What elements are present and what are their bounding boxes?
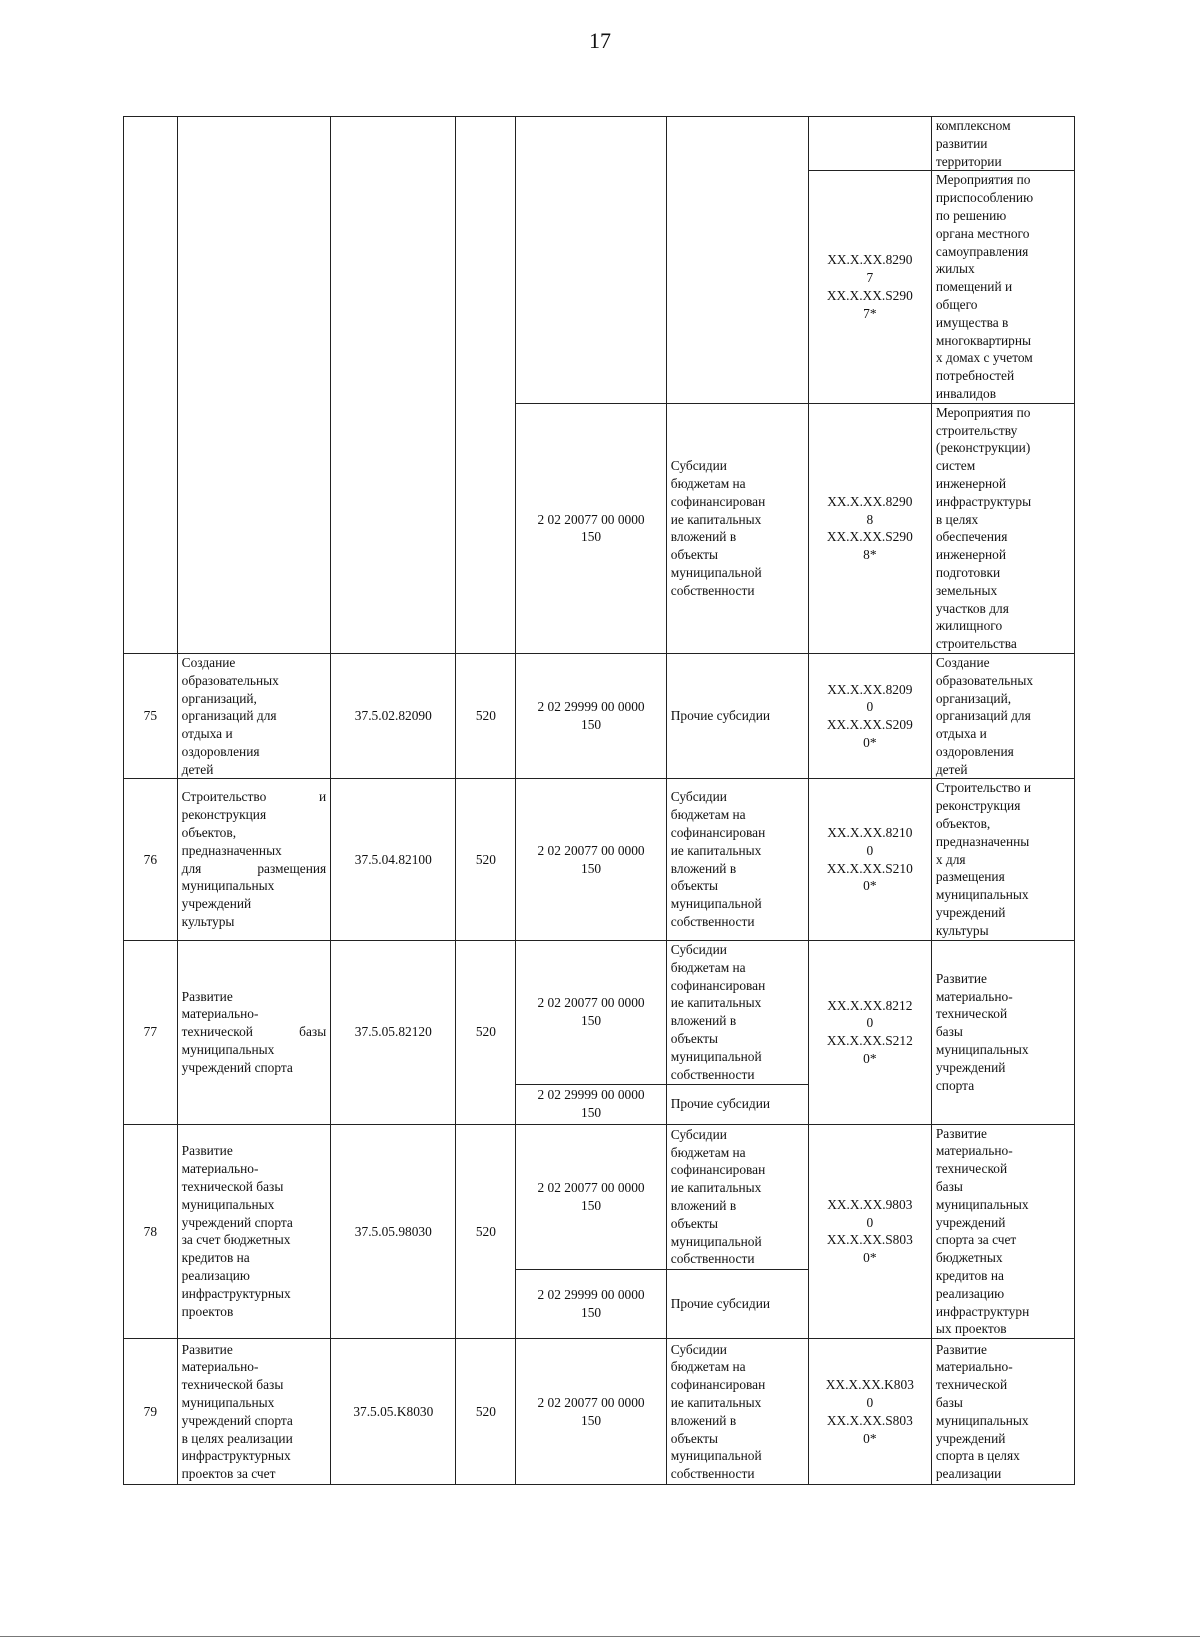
- text-line: XX.X.XX.9803: [827, 1196, 913, 1212]
- row-number-cell: 79: [124, 1339, 178, 1485]
- text-line: самоуправления: [935, 243, 1029, 259]
- text-line: Субсидии: [670, 941, 727, 957]
- text-line: муниципальных: [181, 1394, 275, 1410]
- text-line: 150: [581, 529, 602, 545]
- table-row-76: [124, 779, 1075, 940]
- text-line: оздоровления: [935, 743, 1014, 759]
- text-line: 0: [866, 699, 874, 715]
- text-line: муниципальной: [670, 564, 762, 580]
- text-line: организаций для: [181, 708, 277, 724]
- subsidy-table: [123, 116, 1075, 1485]
- text-line: организаций,: [935, 690, 1012, 706]
- text-line: учреждений: [935, 905, 1006, 921]
- text-line: 0*: [863, 1050, 877, 1066]
- text-line: отдыха и: [935, 726, 987, 742]
- result-name-cell: [931, 117, 1074, 171]
- text-line: базы: [935, 1394, 963, 1410]
- text-line: Развитие: [181, 1143, 233, 1159]
- text-line: 2 02 20077 00 0000: [537, 842, 645, 858]
- text-line: Мероприятия по: [935, 172, 1031, 188]
- text-line: XX.X.XX.S210: [826, 860, 913, 876]
- text-line: 0*: [863, 734, 877, 750]
- expense-type-cell: 520: [456, 1339, 516, 1485]
- activity-name-cell: [177, 1339, 331, 1485]
- text-line: реализации: [935, 1466, 1002, 1482]
- text-line: 8: [866, 511, 874, 527]
- result-code-cell: [808, 653, 931, 779]
- text-line: образовательных: [935, 672, 1034, 688]
- text-line: XX.X.XX.8210: [827, 824, 913, 840]
- text-line: технической: [935, 1161, 1008, 1177]
- income-code-cell: [516, 1270, 666, 1339]
- text-line: Субсидии: [670, 1341, 727, 1357]
- text-line: реконструкция: [181, 807, 267, 823]
- activity-name-cell: [177, 779, 331, 940]
- result-name-cell: [931, 403, 1074, 653]
- text-line: организаций,: [181, 690, 257, 706]
- text-line: собственности: [670, 1066, 755, 1082]
- text-line: Субсидии: [670, 1126, 727, 1142]
- text-line: муниципальных: [935, 1042, 1029, 1058]
- text-line: в целях: [935, 511, 979, 527]
- row-number-cell: 75: [124, 653, 178, 779]
- text-line: спорта: [935, 1077, 975, 1093]
- text-line: реализацию: [935, 1285, 1005, 1301]
- text-line: технической: [935, 1006, 1008, 1022]
- income-code-cell: [516, 940, 666, 1084]
- text-line: объекты: [670, 547, 718, 563]
- result-name-cell: [931, 779, 1074, 940]
- text-line: спорта за счет: [935, 1232, 1017, 1248]
- text-line: размещения: [935, 869, 1005, 885]
- text-line: материально-: [181, 1359, 259, 1375]
- text-line: бюджетам на: [670, 1359, 746, 1375]
- text-line: приспособлению: [935, 190, 1034, 206]
- text-line: Прочие субсидии: [670, 708, 771, 724]
- text-line: XX.X.XX.S209: [826, 717, 913, 733]
- income-code-cell: [516, 117, 666, 404]
- text-line: софинансирован: [670, 493, 766, 509]
- text-line: технической базы: [181, 1024, 327, 1040]
- text-line: предназначенных: [181, 842, 282, 858]
- text-line: 0*: [863, 878, 877, 894]
- text-line: культуры: [935, 922, 989, 938]
- page-number: 17: [589, 28, 611, 53]
- text-line: 150: [581, 1013, 602, 1029]
- text-line: спорта в целях: [935, 1448, 1020, 1464]
- text-line: земельных: [935, 582, 998, 598]
- text-line: софинансирован: [670, 1377, 766, 1393]
- text-line: 8*: [863, 547, 877, 563]
- income-name-cell: [666, 403, 808, 653]
- text-line: кредитов на: [181, 1250, 250, 1266]
- text-line: детей: [181, 761, 214, 777]
- text-line: Развитие: [181, 988, 233, 1004]
- text-line: предназначенны: [935, 833, 1030, 849]
- text-line: развитии: [935, 135, 988, 151]
- text-line: Создание: [935, 654, 990, 670]
- income-name-cell: [666, 1270, 808, 1339]
- text-line: базы: [935, 1024, 963, 1040]
- text-line: софинансирован: [670, 824, 766, 840]
- text-line: х для: [935, 851, 966, 867]
- text-line: Субсидии: [670, 458, 727, 474]
- text-line: 150: [581, 860, 602, 876]
- text-line: 150: [581, 717, 602, 733]
- result-name-cell: [931, 1339, 1074, 1485]
- text-line: Развитие: [935, 1341, 987, 1357]
- text-line: учреждений: [181, 896, 252, 912]
- text-line: инвалидов: [935, 385, 997, 401]
- text-line: обеспечения: [935, 529, 1008, 545]
- text-line: 2 02 20077 00 0000: [537, 511, 645, 527]
- text-line: проектов за счет: [181, 1466, 276, 1482]
- text-line: материально-: [935, 988, 1013, 1004]
- text-line: 150: [581, 1412, 602, 1428]
- text-line: территории: [935, 153, 1002, 169]
- text-line: жилых: [935, 261, 975, 277]
- income-name-cell: [666, 653, 808, 779]
- text-line: собственности: [670, 582, 755, 598]
- text-line: 150: [581, 1105, 602, 1121]
- text-line: инфраструктуры: [935, 493, 1032, 509]
- text-line: 2 02 20077 00 0000: [537, 995, 645, 1011]
- budget-code-cell: 37.5.02.82090: [331, 653, 456, 779]
- text-line: 0: [866, 1394, 874, 1410]
- result-code-cell: [808, 779, 931, 940]
- result-name-cell: [931, 653, 1074, 779]
- text-line: муниципальной: [670, 1048, 762, 1064]
- text-line: инженерной: [935, 475, 1007, 491]
- text-line: учреждений: [935, 1059, 1006, 1075]
- income-name-cell: [666, 779, 808, 940]
- text-line: муниципальных: [935, 887, 1029, 903]
- text-line: реализацию: [181, 1268, 250, 1284]
- scan-edge-line: [0, 1636, 1200, 1637]
- text-line: 2 02 20077 00 0000: [537, 1180, 645, 1196]
- text-line: муниципальных: [935, 1196, 1029, 1212]
- text-line: 2 02 29999 00 0000: [537, 1087, 645, 1103]
- result-code-cell: [808, 1339, 931, 1485]
- text-line: инфраструктурных: [181, 1448, 291, 1464]
- text-line: культуры: [181, 913, 235, 929]
- text-line: материально-: [935, 1359, 1013, 1375]
- text-line: бюджетам на: [670, 807, 746, 823]
- text-line: бюджетам на: [670, 959, 746, 975]
- text-line: XX.X.XX.K803: [825, 1377, 914, 1393]
- activity-name-cell: [177, 653, 331, 779]
- text-line: 0: [866, 1214, 874, 1230]
- text-line: Строительство и: [181, 789, 327, 805]
- result-code-cell: [808, 940, 931, 1124]
- text-line: материально-: [181, 1006, 259, 1022]
- result-name-cell: [931, 1124, 1074, 1339]
- text-line: объекты: [670, 1030, 718, 1046]
- activity-name-cell: [177, 1124, 331, 1339]
- text-line: Развитие: [935, 1125, 987, 1141]
- text-line: XX.X.XX.8290: [827, 493, 913, 509]
- text-line: 7*: [863, 305, 877, 321]
- text-line: 2 02 20077 00 0000: [537, 1394, 645, 1410]
- text-line: организаций для: [935, 708, 1031, 724]
- text-line: бюджетных: [935, 1250, 1003, 1266]
- text-line: учреждений: [935, 1214, 1006, 1230]
- text-line: XX.X.XX.8212: [827, 997, 913, 1013]
- text-line: за счет бюджетных: [181, 1232, 291, 1248]
- table-row: [124, 117, 1075, 171]
- text-line: муниципальных: [181, 1042, 275, 1058]
- text-line: кредитов на: [935, 1268, 1004, 1284]
- text-line: муниципальной: [670, 1233, 762, 1249]
- text-line: потребностей: [935, 368, 1015, 384]
- text-line: инфраструктурн: [935, 1303, 1030, 1319]
- text-line: по решению: [935, 207, 1007, 223]
- activity-name-cell: [177, 117, 331, 654]
- text-line: 2 02 29999 00 0000: [537, 1287, 645, 1303]
- income-code-cell: [516, 1084, 666, 1124]
- result-code-cell: [808, 171, 931, 403]
- text-line: технической базы: [181, 1377, 284, 1393]
- text-line: 0: [866, 842, 874, 858]
- text-line: ие капитальных: [670, 842, 762, 858]
- text-line: реконструкция: [935, 798, 1021, 814]
- text-line: учреждений: [935, 1430, 1006, 1446]
- text-line: Прочие субсидии: [670, 1296, 771, 1312]
- text-line: для размещения: [181, 860, 327, 876]
- text-line: Развитие: [935, 970, 987, 986]
- text-line: систем: [935, 458, 976, 474]
- budget-code-cell: [331, 117, 456, 654]
- text-line: учреждений спорта: [181, 1214, 293, 1230]
- table-row-77: [124, 940, 1075, 1084]
- result-code-cell: [808, 403, 931, 653]
- text-line: муниципальных: [181, 1196, 275, 1212]
- text-line: 7: [866, 270, 874, 286]
- text-line: софинансирован: [670, 977, 766, 993]
- income-code-cell: [516, 403, 666, 653]
- text-line: материально-: [935, 1143, 1013, 1159]
- text-line: ие капитальных: [670, 995, 762, 1011]
- expense-type-cell: 520: [456, 653, 516, 779]
- text-line: муниципальных: [181, 878, 275, 894]
- text-line: собственности: [670, 1466, 755, 1482]
- text-line: софинансирован: [670, 1162, 766, 1178]
- row-number-cell: 77: [124, 940, 178, 1124]
- income-name-cell: [666, 1339, 808, 1485]
- text-line: базы: [935, 1179, 963, 1195]
- text-line: Строительство и: [935, 780, 1032, 796]
- table-row-75: [124, 653, 1075, 779]
- text-line: муниципальной: [670, 1448, 762, 1464]
- text-line: 2 02 29999 00 0000: [537, 699, 645, 715]
- text-line: жилищного: [935, 618, 1003, 634]
- text-line: XX.X.XX.S290: [826, 288, 913, 304]
- text-line: бюджетам на: [670, 1144, 746, 1160]
- text-line: Мероприятия по: [935, 404, 1031, 420]
- text-line: комплексном: [935, 118, 1011, 133]
- text-line: участков для: [935, 600, 1009, 616]
- text-line: вложений в: [670, 1412, 737, 1428]
- text-line: проектов: [181, 1303, 234, 1319]
- text-line: вложений в: [670, 860, 737, 876]
- text-line: ие капитальных: [670, 511, 762, 527]
- text-line: Прочие субсидии: [670, 1096, 771, 1112]
- text-line: муниципальных: [935, 1412, 1029, 1428]
- text-line: XX.X.XX.S212: [826, 1033, 913, 1049]
- budget-code-cell: 37.5.05.82120: [331, 940, 456, 1124]
- text-line: 150: [581, 1305, 602, 1321]
- text-line: вложений в: [670, 1197, 737, 1213]
- text-line: помещений и: [935, 279, 1013, 295]
- result-code-cell: [808, 1124, 931, 1339]
- text-line: XX.X.XX.S290: [826, 529, 913, 545]
- budget-code-cell: 37.5.04.82100: [331, 779, 456, 940]
- income-name-cell: [666, 1084, 808, 1124]
- text-line: отдыха и: [181, 726, 233, 742]
- text-line: х домах с учетом: [935, 350, 1033, 366]
- text-line: ие капитальных: [670, 1394, 762, 1410]
- text-line: объекты: [670, 1215, 718, 1231]
- expense-type-cell: 520: [456, 779, 516, 940]
- table-row-78: [124, 1124, 1075, 1270]
- text-line: материально-: [181, 1161, 259, 1177]
- expense-type-cell: [456, 117, 516, 654]
- text-line: подготовки: [935, 564, 1001, 580]
- text-line: Создание: [181, 654, 236, 670]
- text-line: строительства: [935, 636, 1017, 652]
- text-line: XX.X.XX.S803: [826, 1412, 913, 1428]
- text-line: муниципальной: [670, 896, 762, 912]
- text-line: инфраструктурных: [181, 1285, 291, 1301]
- text-line: строительству: [935, 422, 1018, 438]
- text-line: XX.X.XX.8209: [827, 681, 913, 697]
- budget-code-cell: 37.5.05.98030: [331, 1124, 456, 1339]
- text-line: образовательных: [181, 672, 279, 688]
- table-row-79: [124, 1339, 1075, 1485]
- income-code-cell: [516, 1124, 666, 1270]
- result-name-cell: [931, 171, 1074, 403]
- income-code-cell: [516, 1339, 666, 1485]
- income-name-cell: [666, 940, 808, 1084]
- text-line: технической: [935, 1377, 1008, 1393]
- text-line: имущества в: [935, 314, 1009, 330]
- text-line: детей: [935, 761, 968, 777]
- text-line: 0*: [863, 1430, 877, 1446]
- budget-code-cell: 37.5.05.K8030: [331, 1339, 456, 1485]
- text-line: инженерной: [935, 547, 1007, 563]
- income-code-cell: [516, 653, 666, 779]
- text-line: собственности: [670, 1251, 755, 1267]
- income-name-cell: [666, 117, 808, 404]
- activity-name-cell: [177, 940, 331, 1124]
- expense-type-cell: 520: [456, 940, 516, 1124]
- text-line: учреждений спорта: [181, 1412, 293, 1428]
- text-line: XX.X.XX.S803: [826, 1232, 913, 1248]
- text-line: ие капитальных: [670, 1180, 762, 1196]
- text-line: вложений в: [670, 1013, 737, 1029]
- text-line: 150: [581, 1197, 602, 1213]
- result-code-cell: [808, 117, 931, 171]
- result-name-cell: [931, 940, 1074, 1124]
- text-line: ых проектов: [935, 1321, 1007, 1337]
- row-number-cell: [124, 117, 178, 654]
- income-code-cell: [516, 779, 666, 940]
- text-line: объектов,: [181, 824, 237, 840]
- text-line: бюджетам на: [670, 475, 746, 491]
- text-line: многоквартирны: [935, 332, 1032, 348]
- text-line: общего: [935, 296, 978, 312]
- text-line: Субсидии: [670, 789, 727, 805]
- text-line: 0: [866, 1015, 874, 1031]
- text-line: 0*: [863, 1250, 877, 1266]
- text-line: (реконструкции): [935, 440, 1031, 456]
- text-line: вложений в: [670, 529, 737, 545]
- text-line: учреждений спорта: [181, 1059, 293, 1075]
- row-number-cell: 78: [124, 1124, 178, 1339]
- text-line: органа местного: [935, 225, 1030, 241]
- text-line: технической базы: [181, 1179, 284, 1195]
- row-number-cell: 76: [124, 779, 178, 940]
- expense-type-cell: 520: [456, 1124, 516, 1339]
- text-line: объектов,: [935, 816, 991, 832]
- text-line: XX.X.XX.8290: [827, 252, 913, 268]
- text-line: оздоровления: [181, 743, 260, 759]
- text-line: объекты: [670, 1430, 718, 1446]
- text-line: собственности: [670, 913, 755, 929]
- text-line: Развитие: [181, 1341, 233, 1357]
- text-line: в целях реализации: [181, 1430, 293, 1446]
- text-line: объекты: [670, 878, 718, 894]
- income-name-cell: [666, 1124, 808, 1270]
